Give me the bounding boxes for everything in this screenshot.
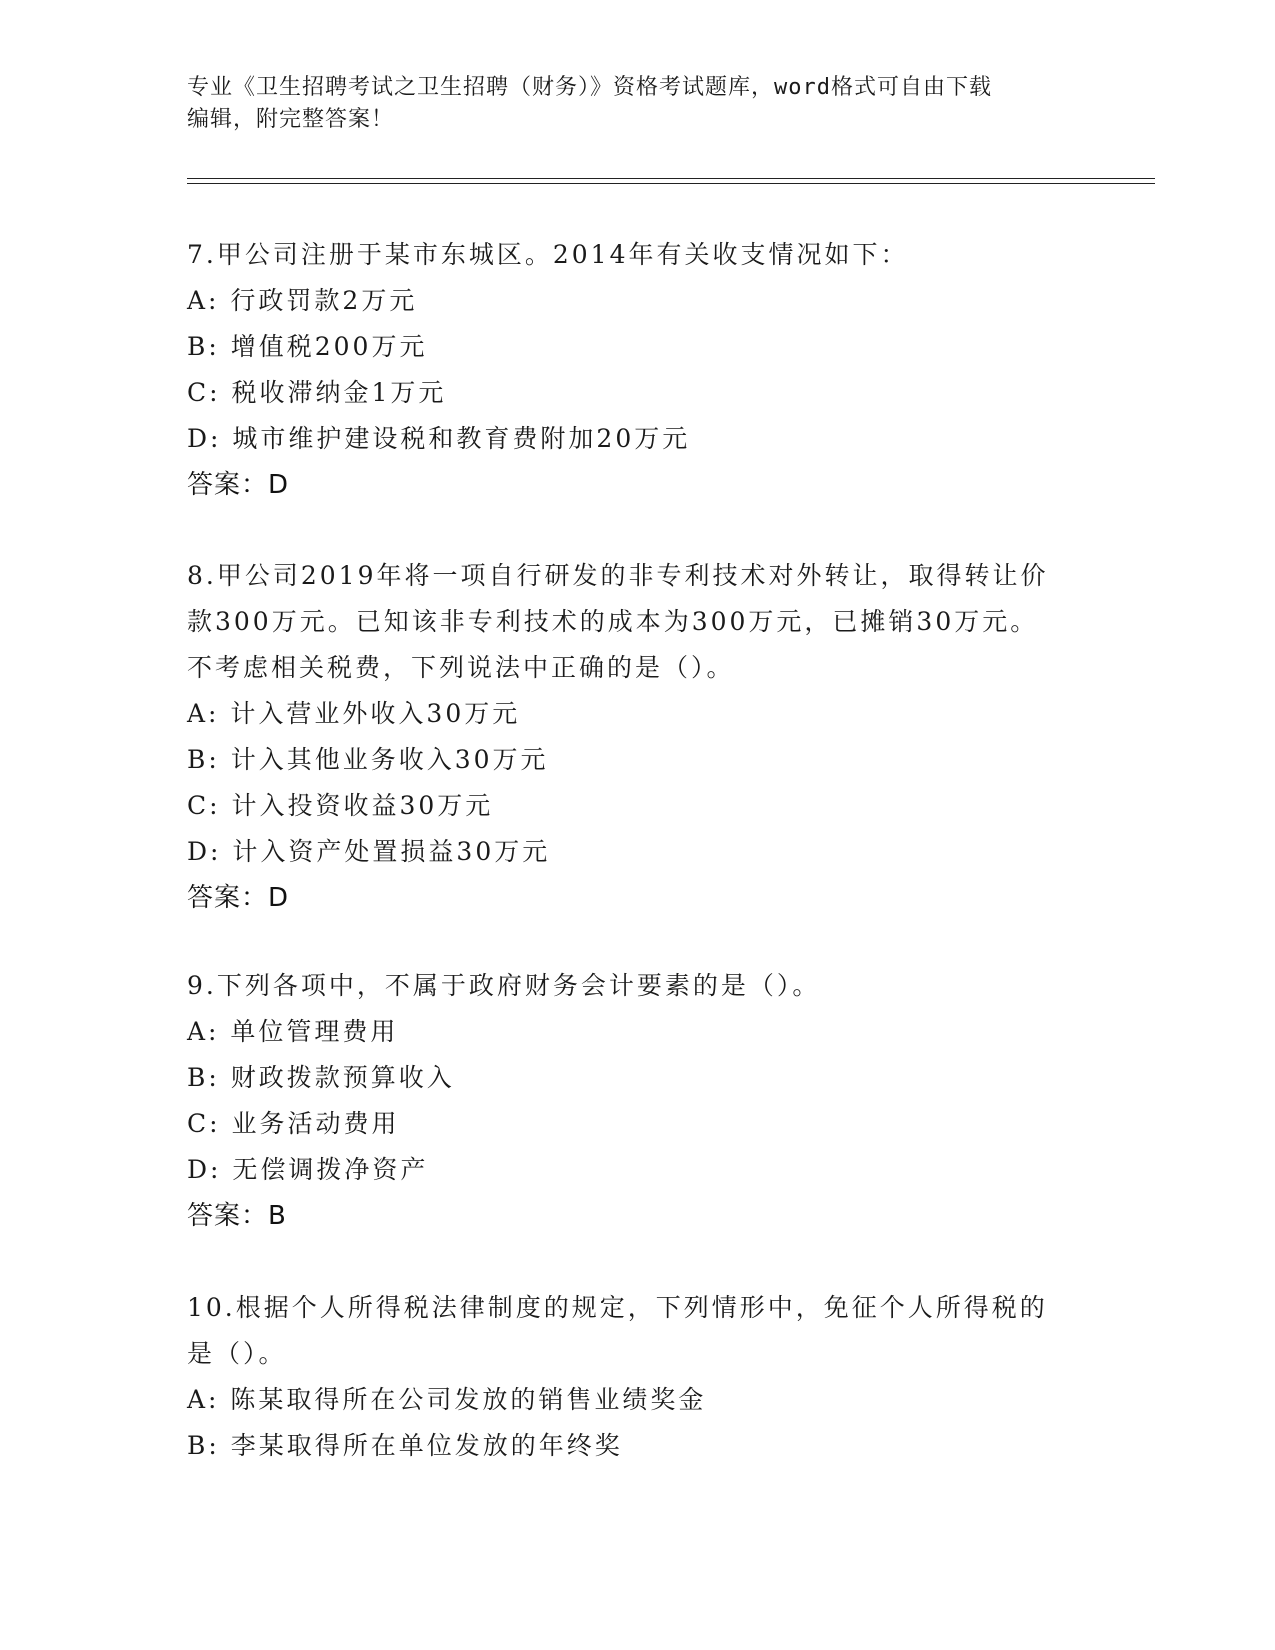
header-line-2: 编辑，附完整答案！ [187,107,395,132]
option-d: D: 计入资产处置损益30万元 [187,837,551,866]
option-b: B: 计入其他业务收入30万元 [187,745,549,774]
question-8 [187,553,1087,921]
question-stem: 8.甲公司2019年将一项自行研发的非专利技术对外转让，取得转让价 [187,561,1049,590]
option-d: D: 无偿调拨净资产 [187,1155,429,1184]
question-stem: 是（）。 [187,1339,287,1368]
option-c: C: 计入投资收益30万元 [187,791,494,820]
question-stem: 7.甲公司注册于某市东城区。2014年有关收支情况如下： [187,240,909,269]
question-10 [187,1285,1087,1469]
question-7 [187,232,1087,508]
answer-line: 答案：D [187,470,290,500]
option-a: A: 单位管理费用 [187,1017,399,1046]
answer-line: 答案：B [187,1201,287,1231]
question-stem: 9.下列各项中，不属于政府财务会计要素的是（）。 [187,971,821,1000]
header-divider-bottom [187,183,1155,184]
answer-line: 答案：D [187,883,290,913]
question-stem: 款300万元。已知该非专利技术的成本为300万元，已摊销30万元。 [187,607,1039,636]
option-d: D: 城市维护建设税和教育费附加20万元 [187,424,691,453]
option-a: A: 陈某取得所在公司发放的销售业绩奖金 [187,1385,707,1414]
option-c: C: 税收滞纳金1万元 [187,378,447,407]
document-header [187,72,1067,136]
header-line-1: 专业《卫生招聘考试之卫生招聘（财务）》资格考试题库，word格式可自由下载 [187,75,992,100]
question-stem: 10.根据个人所得税法律制度的规定，下列情形中，免征个人所得税的 [187,1293,1048,1322]
option-c: C: 业务活动费用 [187,1109,400,1138]
question-9 [187,963,1087,1239]
question-stem: 不考虑相关税费，下列说法中正确的是（）。 [187,653,735,682]
header-divider-top [187,178,1155,179]
option-b: B: 李某取得所在单位发放的年终奖 [187,1431,623,1460]
option-a: A: 行政罚款2万元 [187,286,418,315]
option-a: A: 计入营业外收入30万元 [187,699,521,728]
option-b: B: 增值税200万元 [187,332,428,361]
option-b: B: 财政拨款预算收入 [187,1063,455,1092]
